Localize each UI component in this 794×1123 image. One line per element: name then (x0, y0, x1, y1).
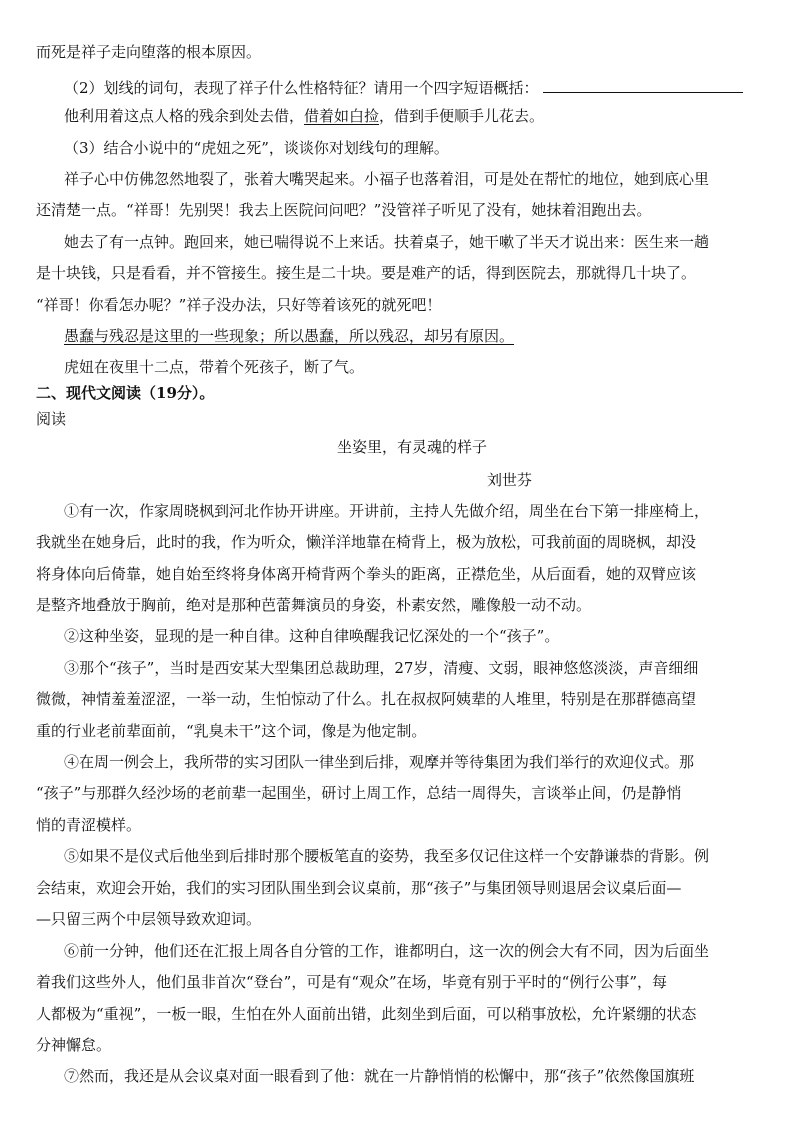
quoted-line (0, 106, 794, 126)
section-label: 阅读 (36, 410, 67, 428)
underlined-excerpt-line (0, 326, 794, 346)
paragraph-line: 分神懈怠。 (36, 1036, 112, 1054)
paragraph-line: 会结束，欢迎会开始，我们的实习团队围坐到会议桌前，那“孩子”与集团领导则退居会议桌后面— (36, 879, 682, 897)
excerpt-line: 虎妞在夜里十二点，带着个死孩子，断了气。 (64, 358, 365, 376)
underlined-phrase: 借着如白捡 (304, 107, 380, 125)
paragraph-line: ④在周一例会上，我所带的实习团队一律坐到后排，观摩并等待集团为我们举行的欢迎仪式。那 (64, 753, 695, 771)
question-2-line (0, 78, 794, 98)
article-title: 坐姿里，有灵魂的样子 (336, 438, 487, 456)
section-heading: 二、现代文阅读（19分）。 (36, 384, 215, 402)
excerpt-line: 是十块钱，只是看看，并不管接生。接生是二十块。要是难产的话，得到医院去，那就得几十块了。 (36, 264, 697, 282)
question-3-line: （3）结合小说中的“虎妞之死”，谈谈你对划线句的理解。 (64, 139, 449, 157)
paragraph-line: ②这种坐姿，显现的是一种自律。这种自律唤醒我记忆深处的一个“孩子”。 (64, 627, 560, 645)
underlined-sentence: 愚蠢与残忍是这里的一些现象；所以愚蠢，所以残忍，却另有原因。 (64, 327, 515, 345)
paragraph-line: —只留三两个中层领导致欢迎词。 (36, 910, 262, 928)
answer-blank[interactable] (543, 78, 743, 93)
quoted-text-b: ，借到手便顺手儿花去。 (379, 107, 545, 125)
paragraph-line: 重的行业老前辈面前，“乳臭未干”这个词，像是为他定制。 (36, 722, 427, 740)
paragraph-line: 着我们这些外人，他们虽非首次“登台”，可是有“观众”在场，毕竟有别于平时的“例行公事”，每 (36, 973, 668, 991)
paragraph-line: 人都极为“重视”，一板一眼，生怕在外人面前出错，此刻坐到后面，可以稍事放松，允许紧绷的状态 (36, 1005, 697, 1023)
paragraph-line: 我就坐在她身后，此时的我，作为听众，懒洋洋地靠在椅背上，极为放松，可我前面的周晓枫，却没 (36, 533, 697, 551)
excerpt-line: 还清楚一点。“祥哥！先别哭！我去上医院问问吧？”没管祥子听见了没有，她抹着泪跑出去。 (36, 201, 652, 219)
paragraph-line: ①有一次，作家周晓枫到河北作协开讲座。开讲前，主持人先做介绍，周坐在台下第一排座椅上， (64, 502, 710, 520)
paragraph-line: 将身体向后倚靠，她自始至终将身体离开椅背两个拳头的距离，正襟危坐，从后面看，她的双臂应该 (36, 565, 697, 583)
excerpt-line: 祥子心中仿佛忽然地裂了，张着大嘴哭起来。小福子也落着泪，可是处在帮忙的地位，她到底心里 (64, 170, 710, 188)
question-2-text: （2）划线的词句，表现了祥子什么性格特征？请用一个四字短语概括： (64, 79, 539, 97)
paragraph-line: ⑤如果不是仪式后他坐到后排时那个腰板笔直的姿势，我至多仅记住这样一个安静谦恭的背影。例 (64, 847, 710, 865)
paragraph-line: 是整齐地叠放于胸前，绝对是那种芭蕾舞演员的身姿，朴素安然，雕像般一动不动。 (36, 596, 592, 614)
paragraph-line: 悄的青涩模样。 (36, 816, 142, 834)
paragraph-line: ⑦然而，我还是从会议桌对面一眼看到了他：就在一片静悄悄的松懈中，那“孩子”依然像国旗班 (64, 1067, 695, 1085)
paragraph-line: ③那个“孩子”，当时是西安某大型集团总裁助理，27岁，清瘦、文弱，眼神悠悠淡淡，声音细细 (64, 659, 699, 677)
article-author: 刘世芬 (487, 471, 533, 489)
paragraph-line: “孩子”与那群久经沙场的老前辈一起围坐，研讨上周工作，总结一周得失，言谈举止间，仍是静悄 (36, 784, 682, 802)
quoted-text-a: 他利用着这点人格的残余到处去借， (64, 107, 305, 125)
excerpt-line: 她去了有一点钟。跑回来，她已喘得说不上来话。扶着桌子，她干嗽了半天才说出来：医生来一趟 (64, 233, 710, 251)
paragraph-line: 微微，神情羞羞涩涩，一举一动，生怕惊动了什么。扎在叔叔阿姨辈的人堆里，特别是在那群德高望 (36, 690, 697, 708)
excerpt-line: “祥哥！你看怎办呢？”祥子没办法，只好等着该死的就死吧！ (36, 296, 442, 314)
paragraph-line: ⑥前一分钟，他们还在汇报上周各自分管的工作，谁都明白，这一次的例会大有不同，因为后面坐 (64, 942, 710, 960)
text-line: 而死是祥子走向堕落的根本原因。 (36, 43, 262, 61)
